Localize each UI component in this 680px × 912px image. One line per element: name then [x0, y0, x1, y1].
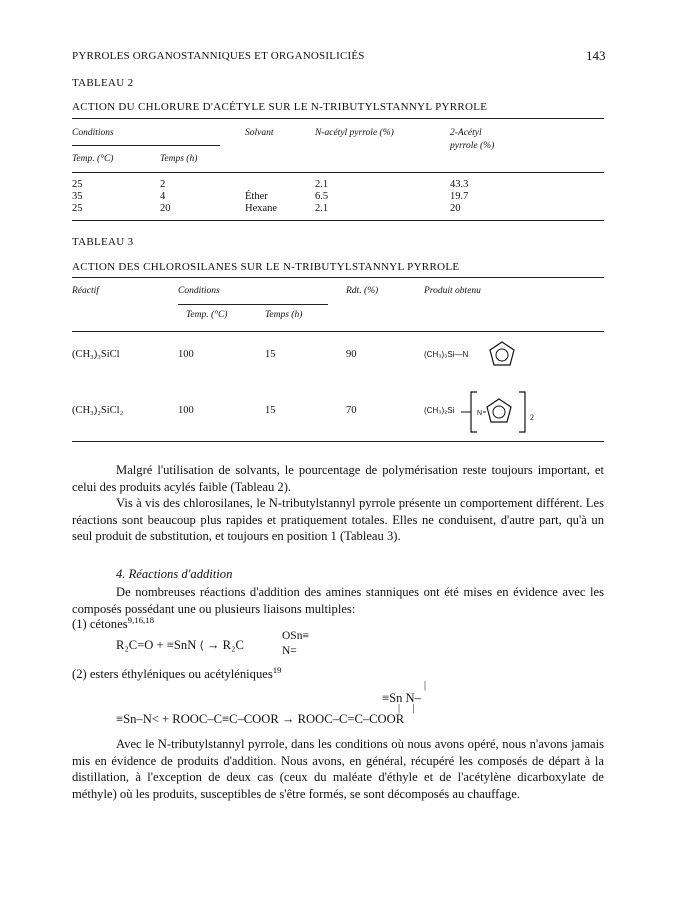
table2-cell-temps: 20 — [160, 203, 171, 214]
table3-bottom-rule — [72, 441, 604, 442]
table3-cell-produit: (CH₃)₃Si—N — [424, 350, 469, 359]
table3-head-rdt: Rdt. (%) — [346, 286, 379, 296]
table3-cell-rdt: 90 — [346, 349, 357, 360]
paragraph-polymerisation — [72, 462, 604, 495]
table3-head-produit: Produit obtenu — [424, 286, 481, 296]
equation-1-left: R₂C=O + ≡SnN — [116, 638, 197, 652]
table2-cell-2-acetyl: 43.3 — [450, 179, 469, 190]
table2-cell-2-acetyl: 19.7 — [450, 191, 469, 202]
equation-2-bond-marks: | | — [398, 703, 415, 714]
table2-cell-2-acetyl: 20 — [450, 203, 461, 214]
table2-cell-n-acetyl: 2.1 — [315, 179, 329, 190]
svg-text:N: N — [477, 410, 483, 417]
reference-superscript: 9,16,18 — [127, 614, 155, 625]
equation-1 — [116, 638, 244, 653]
table3-head-rule — [72, 331, 604, 332]
equation-1-right: R₂C — [222, 638, 244, 652]
paragraph-conclusion — [72, 736, 604, 802]
pyrrole-ring-icon — [487, 340, 517, 368]
table2-head-2-acetyl: 2-Acétyl — [450, 128, 482, 138]
paragraph-addition — [72, 584, 604, 617]
equation-2-bond-mark: | — [424, 680, 427, 691]
reference-superscript: 19 — [272, 664, 282, 675]
equation-1-arrow: → — [206, 638, 220, 652]
table3-cell-produit: (CH₃)₂Si — [424, 406, 455, 415]
list-item-cetones — [72, 614, 155, 632]
table2-cell-temp: 25 — [72, 203, 83, 214]
table2-cell-temp: 25 — [72, 179, 83, 190]
bis-pyrrolyl-bracket-icon — [459, 388, 541, 436]
page-number: 143 — [586, 48, 606, 63]
table3-cell-rdt: 70 — [346, 405, 357, 416]
table2-head-rule — [72, 172, 604, 173]
paragraph-text: Malgré l'utilisation de solvants, le pourcentage de polymérisation reste toujours important, et celui des produits acylés faible (Tableau 2). — [72, 463, 604, 494]
table3-cell-temps: 15 — [265, 349, 276, 360]
table3-cell-reactif: (CH₃)₃SiCl — [72, 349, 120, 360]
table2-cell-n-acetyl: 2.1 — [315, 203, 329, 214]
paragraph-chlorosilanes — [72, 495, 604, 545]
table2-cell-solvant: Éther — [245, 191, 268, 202]
list-item-esters — [72, 664, 282, 682]
table3-head-temps: Temps (h) — [265, 310, 303, 320]
equation-1-top: OSn≡ — [282, 630, 309, 642]
table2-label: TABLEAU 2 — [72, 77, 134, 89]
table2-head-temps: Temps (h) — [160, 154, 198, 164]
table2-head-n-acetyl: N-acétyl pyrrole (%) — [315, 128, 394, 138]
equation-2-top: ≡Sn N– — [382, 691, 421, 705]
table2-title: ACTION DU CHLORURE D'ACÉTYLE SUR LE N-TRIBUTYLSTANNYL PYRROLE — [72, 101, 488, 113]
table3-cell-temp: 100 — [178, 405, 194, 416]
table3-cell-temp: 100 — [178, 349, 194, 360]
table3-cell-reactif: (CH₃)₂SiCl₂ — [72, 405, 124, 416]
table3-head-temp: Temp. (°C) — [186, 310, 228, 320]
equation-1-bracket: ⟨ — [199, 640, 204, 652]
table2-head-2-acetyl-unit: pyrrole (%) — [450, 141, 495, 151]
table3-cell-produit-subscript: 2 — [530, 413, 534, 422]
table2-head-conditions: Conditions — [72, 128, 114, 138]
table2-cell-n-acetyl: 6.5 — [315, 191, 329, 202]
running-title: PYRROLES ORGANOSTANNIQUES ET ORGANOSILICIÉS — [72, 50, 365, 62]
table3-cell-temps: 15 — [265, 405, 276, 416]
list-item-label: (2) esters éthyléniques ou acétyléniques — [72, 667, 273, 681]
table2-bottom-rule — [72, 220, 604, 221]
table3-label: TABLEAU 3 — [72, 236, 134, 248]
section-title: 4. Réactions d'addition — [116, 567, 233, 581]
table3-top-rule — [72, 277, 604, 278]
table2-cell-temps: 2 — [160, 179, 166, 190]
equation-1-bottom: N= — [282, 645, 297, 657]
paragraph-text: Avec le N-tributylstannyl pyrrole, dans les conditions où nous avons opéré, nous n'avons jamais mis en évidence de produits d'addition. Nous avons, en général, récupéré les composés de départ à la distillation, à l'exception de deux cas (ceux du maléate d'éthyle et de l'acétylène dicarboxylate de méthyle) où les produits, susceptibles de s'être formés, se sont décomposés au chauffage. — [72, 737, 604, 801]
table2-cell-temp: 35 — [72, 191, 83, 202]
table2-top-rule — [72, 118, 604, 119]
paragraph-text: De nombreuses réactions d'addition des amines stanniques ont été mises en évidence avec les composés possédant une ou plusieurs liaisons multiples: — [72, 585, 604, 616]
table3-conditions-rule — [178, 304, 328, 305]
table2-cell-solvant: Hexane — [245, 203, 278, 214]
list-item-label: (1) cétones — [72, 617, 128, 631]
equation-2: ≡Sn–N< + ROOC–C≡C–COOR → ROOC–C=C–COOR — [116, 712, 405, 726]
table3-head-reactif: Réactif — [72, 286, 99, 296]
table2-conditions-rule — [72, 145, 220, 146]
table3-head-conditions: Conditions — [178, 286, 220, 296]
table2-cell-temps: 4 — [160, 191, 166, 202]
table2-head-solvant: Solvant — [245, 128, 274, 138]
paragraph-text: Vis à vis des chlorosilanes, le N-tributylstannyl pyrrole présente un comportement différent. Les réactions sont beaucoup plus rapides et pratiquement totales. Elles ne conduisent, d'autre part, qu'à un seul produit de substitution, et toujours en position 1 (Tableau 3). — [72, 496, 604, 543]
table2-head-temp: Temp. (°C) — [72, 154, 114, 164]
table3-title: ACTION DES CHLOROSILANES SUR LE N-TRIBUTYLSTANNYL PYRROLE — [72, 261, 460, 273]
